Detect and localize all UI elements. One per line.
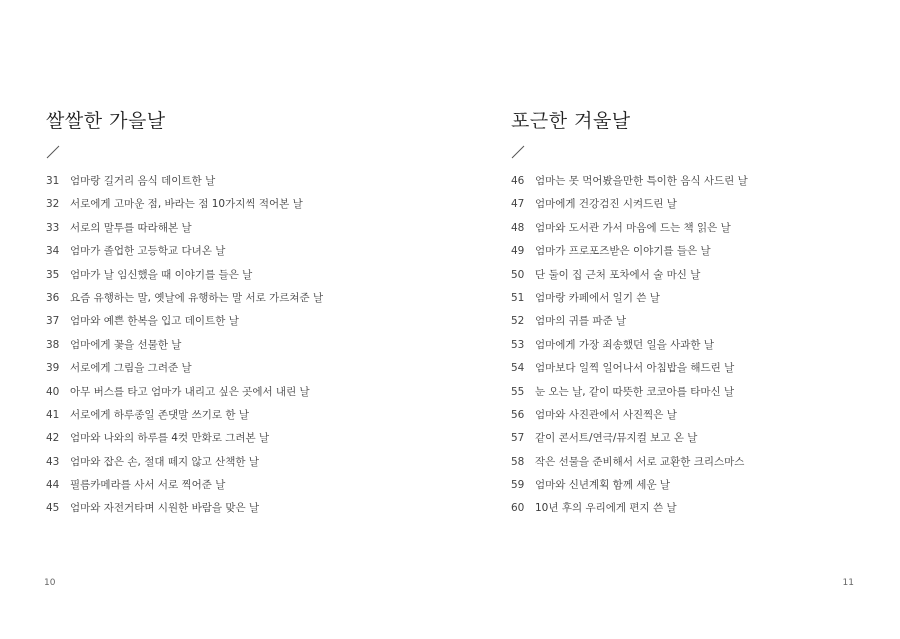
item-number: 58 [511,455,525,468]
item-text: 엄마가 날 임신했을 때 이야기를 들은 날 [70,268,253,281]
list-item [511,404,891,427]
section-title: 쌀쌀한 가을날 [46,110,166,132]
list-item [511,240,891,263]
item-text: 서로에게 하루종일 존댓말 쓰기로 한 날 [70,408,249,421]
list-item [46,427,426,450]
list-item [46,497,426,520]
item-text: 엄마와 도서관 가서 마음에 드는 책 읽은 날 [535,221,731,234]
item-text: 엄마에게 가장 죄송했던 일을 사과한 날 [535,338,714,351]
list-item [511,310,891,333]
item-text: 엄마랑 카페에서 일기 쓴 날 [535,291,660,304]
list-item [46,381,426,404]
item-number: 40 [46,385,60,398]
item-number: 31 [46,175,60,187]
winter-section [511,108,891,521]
item-number: 45 [46,502,60,515]
item-number: 43 [46,455,60,468]
item-number: 50 [511,268,525,281]
item-text: 엄마와 나와의 하루를 4컷 만화로 그려본 날 [70,432,270,445]
item-number: 32 [46,198,60,211]
item-number: 47 [511,198,525,211]
list-item [511,451,891,474]
list-item [46,474,426,497]
page-number: 11 [842,578,854,588]
list-item [46,287,426,310]
list-item [511,334,891,357]
item-text: 서로에게 고마운 점, 바라는 점 10가지씩 적어본 날 [70,198,303,211]
item-text: 엄마와 자전거타며 시원한 바람을 맞은 날 [70,502,260,515]
item-number: 51 [511,291,525,304]
list-item [46,193,426,216]
list-item [46,334,426,357]
item-text: 엄마는 못 먹어봤을만한 특이한 음식 사드린 날 [535,175,748,187]
list-item [46,357,426,380]
item-number: 60 [511,502,525,515]
list-item [511,427,891,450]
list-item [511,381,891,404]
item-text: 엄마의 귀를 파준 날 [535,315,627,328]
item-text: 작은 선물을 준비해서 서로 교환한 크리스마스 [535,455,745,468]
item-number: 56 [511,408,525,421]
item-text: 엄마가 프로포즈받은 이야기를 들은 날 [535,245,711,258]
item-text: 엄마와 잡은 손, 절대 떼지 않고 산책한 날 [70,455,259,468]
item-number: 53 [511,338,525,351]
item-number: 52 [511,315,525,328]
item-number: 33 [46,221,60,234]
item-number: 38 [46,338,60,351]
section-title: 포근한 겨울날 [511,110,631,132]
slash-divider-icon [511,145,525,159]
right-page [450,0,900,639]
item-text: 엄마와 신년계획 함께 세운 날 [535,479,671,492]
item-text: 엄마보다 일찍 일어나서 아침밥을 해드린 날 [535,362,735,375]
item-text: 요즘 유행하는 말, 옛날에 유행하는 말 서로 가르쳐준 날 [70,291,324,304]
list-item [511,474,891,497]
list-item [511,497,891,520]
item-number: 34 [46,245,60,258]
item-text: 같이 콘서트/연극/뮤지컬 보고 온 날 [535,432,698,445]
item-number: 35 [46,268,60,281]
list-item [511,264,891,287]
item-text: 엄마와 예쁜 한복을 입고 데이트한 날 [70,315,239,328]
list-item [46,217,426,240]
list-item [511,217,891,240]
list-item [46,264,426,287]
item-text: 10년 후의 우리에게 편지 쓴 날 [535,502,677,515]
item-number: 48 [511,221,525,234]
list-item [46,240,426,263]
item-text: 엄마와 사진관에서 사진찍은 날 [535,408,677,421]
item-text: 서로에게 그림을 그려준 날 [70,362,192,375]
item-number: 44 [46,479,60,492]
item-number: 41 [46,408,60,421]
item-number: 46 [511,175,525,187]
activity-list [511,170,891,521]
activity-list [46,170,426,521]
list-item [46,451,426,474]
item-text: 엄마에게 꽃을 선물한 날 [70,338,182,351]
item-text: 엄마랑 길거리 음식 데이트한 날 [70,175,216,187]
item-number: 59 [511,479,525,492]
item-number: 42 [46,432,60,445]
item-text: 엄마에게 건강검진 시켜드린 날 [535,198,677,211]
item-number: 49 [511,245,525,258]
item-number: 36 [46,291,60,304]
item-text: 눈 오는 날, 같이 따뜻한 코코아를 타마신 날 [535,385,735,398]
item-number: 39 [46,362,60,375]
list-item [46,404,426,427]
list-item [46,310,426,333]
autumn-section [46,108,426,521]
slash-divider-icon [46,145,60,159]
list-item [511,193,891,216]
item-number: 57 [511,432,525,445]
item-text: 단 둘이 집 근처 포차에서 술 마신 날 [535,268,701,281]
page-number: 10 [44,578,56,588]
item-text: 서로의 말투를 따라해본 날 [70,221,192,234]
list-item [511,170,891,193]
item-text: 필름카메라를 사서 서로 찍어준 날 [70,479,226,492]
item-number: 54 [511,362,525,375]
item-text: 아무 버스를 타고 엄마가 내리고 싶은 곳에서 내린 날 [70,385,310,398]
list-item [46,170,426,193]
list-item [511,357,891,380]
item-number: 55 [511,385,525,398]
list-item [511,287,891,310]
item-number: 37 [46,315,60,328]
item-text: 엄마가 졸업한 고등학교 다녀온 날 [70,245,226,258]
